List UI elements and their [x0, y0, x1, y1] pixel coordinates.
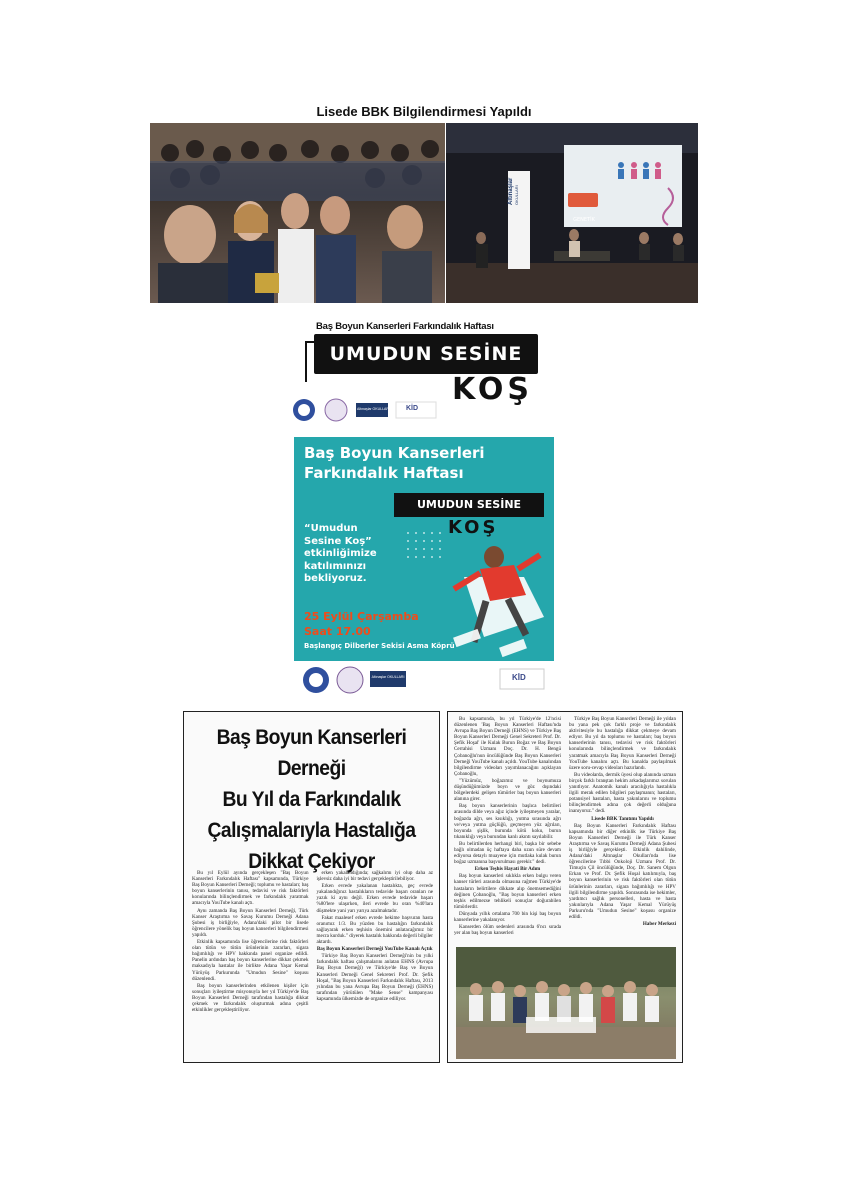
- paragraph: Fakat maalesef erken evrede hekime başvuran hasta oranımız 1/3. Bu yüzden bu hastalığın farkındalık sağlayarak erken teşhisin önemini anlatacağımız bir mecra kurduk." diyerek hastalık hakkında değerli bilgiler aktardı.: [316, 914, 434, 946]
- banner-line1: Altınaşlar: [508, 177, 514, 205]
- campaign-slogan: UMUDUN SESİNE: [314, 334, 538, 374]
- paragraph: Baş boyun kanserlerinin başlıca belirtileri arasında dilde veya ağız içinde iyileşmeyen yaralar, boğazda ağrı, ses kısıklığı, yutma sırasında ağrı ve/veya yutma güçlüğü, geçmeyen yüz ağrıları, boyunda şişlik, burunda kötü koku, burun tıkanıklığı veya burundan kanlı akıntı sayılabilir.: [454, 803, 561, 840]
- article-photo-illustration: [456, 947, 676, 1059]
- byline: Haber Merkezi: [642, 921, 676, 928]
- poster-kos: KOŞ: [448, 517, 499, 538]
- paragraph: erken yakalandığında; sağkalımı iyi olup daha az işlevsiz daha iyi bir tedavi gerçekleştirilebiliyor.: [316, 870, 433, 883]
- poster-title: [304, 443, 485, 483]
- poster-date: 25 Eylül Çarşamba: [304, 610, 419, 623]
- campaign-kos: KOŞ: [452, 372, 534, 407]
- poster-invite-line: katılımınızı: [304, 560, 367, 572]
- poster-invite-line: etkinliğimize: [304, 548, 377, 559]
- paragraph: Türkiye Baş Boyun Kanserleri Derneği ile yıldan bu yana pek çok farklı proje ve farkındalık aktivitesiyle bu hastalığa dikkat çekmeye devam ediyor. Bu yıl da toplumu ve hastaları; baş boyun kanserlerinin tanısı, tedavisi ve risk faktörleri konularında bilinçlendirmek ve farkındalık yaratmak amacıyla Baş Boyun Kanserleri Derneği YouTube kanalını açtı. Bu kanalda paylaşılmak üzere soru-cevap videoları hazırlandı.: [569, 716, 676, 771]
- subheading: Baş Boyun Kanserleri Derneği YouTube Kanalı Açtık: [316, 946, 433, 953]
- poster-time: Saat 17.00: [304, 625, 371, 638]
- paragraph: Etkinlik kapsamında lise öğrencilerine risk faktörleri olan tütün ve tütün ürünlerinin zararları, sigara bağımlılığı ve HPV hakkında panel organize edildi. Panelin ardından baş boyun kanserlerine dikkat çekmek maksadıyla hastalar ile birlikte Adana Yaşar Kemal Yürüyüş Parkurunda "Umudun Sesine" koşusu düzenlendi.: [192, 939, 309, 982]
- article-columns-right: [454, 716, 676, 937]
- poster-venue: Başlangıç Dilberler Sekisi Asma Köprü: [304, 642, 455, 650]
- paragraph: Kanserden ölüm sedenleri arasında 6'ncı sırada yer alan baş boyun kanserleri: [454, 924, 561, 937]
- paragraph: Bu kapsamında, bu yıl Türkiye'de 12'ncisi düzenlenen 'Baş Boyun Kanserleri Haftası'nda Avrupa Baş Boyun Derneği (EHNS) ve Türkiye Baş Boyun Kanserleri Derneği Genel Sekreteri Prof. Dr. Şefik Hoşal' ile Kulak Burun Boğaz ve Baş Boyun Cerrahisi Uzmanı Doç. Dr. H. Bengü Çobanoğlu'nun öncülüğünde Baş Boyun Kanserleri Derneği YouTube kanalı açıldı. YouTube kanalından bilgilendirme videoları yayımlanacağını açıklayan Çobanoğlu,: [454, 716, 561, 777]
- article-column: [317, 870, 434, 1058]
- paragraph: Bu videolarda, dermik üyesi olup alanında uzman birçok farklı branştan hekim arkadaşlarımız sorulan yanıtlıyor. Anatomik kanalı aracılığıyla hastalıkla ilgili merak edilen bilgileri paylaşmanın; hastaları, potansiyel hastaları, hasta yakınlarını ve toplumu bilinçlendirmek adına çok değerli olduğuna inanıyoruz." dedi.: [569, 771, 676, 815]
- event-poster: [294, 437, 554, 699]
- paragraph: Erken evrede yakalanan hastalıkta, geç evrede yakalandığınız hastalıkların tedavide başarı oranları ne yazık ki aynı değil. Erken evrede tedavide başarı %80'lere ulaşırken, ileri evrede bu oran %40'lara düşmekte yani yarı yarıya azalmaktadır.: [316, 883, 433, 914]
- poster-title-line1: Baş Boyun Kanserleri: [304, 444, 485, 462]
- poster-slogan: UMUDUN SESİNE: [394, 493, 544, 517]
- auditorium-photo-illustration: [446, 123, 698, 303]
- article-column: [454, 716, 561, 937]
- paragraph: Dünyada yıllık ortalama 700 bin kişi baş boyun kanserlerine yakalanıyor.: [454, 910, 561, 923]
- poster-logo-school: Altınaşlar OKULLARI: [371, 675, 405, 679]
- paragraph: Bu yıl Eylül ayında gerçekleşen "Baş Boyun Kanserleri Farkındalık Haftası" kapsamında, Türkiye Baş Boyun Kanserleri Derneği; toplumu ve hastaları; baş boyun kanserlerinin tanısı, tedavisi ve risk faktörleri konularında bilinçlendirmek ve farkındalık yaratmak amacıyla YouTube kanalı açtı.: [192, 870, 309, 907]
- paragraph: "Yüzümüz, boğazımız ve boynumuza düşündüğümüzde boyn ve göz dışındaki bölgelerdeki gelişen tümörler baş boyun kanserleri alanına girer.: [454, 777, 561, 803]
- paragraph: Bu belirtilerden herhangi biri, başka bir sebebe bağlı olmadan üç haftaya daha uzun süre devam ediyorsa detaylı muayene için mutlaka kulak burun boğaz uzmanına başvurulması gerekir." dedi.: [454, 840, 561, 866]
- paragraph: Baş boyun kanserleri sıklıkla erken bulgu veren kanser türleri arasında olmasına rağmen Türkiye'de hastaların belirtilere dikkate alıp önemsemediğini değinen Çobanoğlu, "Baş boyun kanserleri erken teşhis edilmezse tehlikeli sonuçlar doğurabilen tümörlerdir.: [454, 873, 561, 910]
- campaign-subtitle: Baş Boyun Kanserleri Farkındalık Haftası: [316, 321, 494, 332]
- article-column: [569, 716, 676, 932]
- subheading: Erken Teşhis Hayati Bir Adım: [474, 866, 541, 873]
- poster-invite-line: bekliyoruz.: [304, 573, 367, 584]
- banner-line2: OKULLARI: [514, 185, 519, 205]
- paragraph: Türkiye Baş Boyun Kanserleri Derneği'nin bu yılki farkındalık haftası çalışmalarını anlatan EHNS (Avrupa Baş Boyun Derneği) ve Türkiye'de Baş ve Boyun Kanserleri Derneği Genel Sekreteri Prof. Dr. Şefik Hoşal, "Baş Boyun Kanserleri Farkındalık Haftası, 2013 yılından bu yana Avrupa Baş Boyun Derneği (EHNS) tarafından yürütülen "Make Sense" kampanyası kapsamında ülkemizde de organize ediliyor.: [316, 953, 433, 1002]
- poster-invite-line: “Umudun: [304, 523, 358, 534]
- poster-invite-line: Sesine Koş”: [304, 535, 372, 547]
- article-headline: [194, 712, 429, 877]
- paragraph: Baş boyun kanserlerinden etkilenen kişiler için sonuçları iyileştirme misyonuyla her yıl Türkiye'de Baş Boyun Kanserleri Derneği tarafından hastalığa dikkat çekmek ve farkındalık oluşturmak adına çeşitli etkinlikler gerçekleştiriliyor.: [192, 982, 309, 1014]
- auditorium-photo: [446, 123, 698, 303]
- group-photo: [150, 123, 445, 303]
- slide-label: GENETİK: [573, 217, 595, 223]
- article-columns-left: [192, 870, 433, 1058]
- headline-line: Dikkat Çekiyor: [248, 850, 375, 873]
- paragraph: Aynı zamanda Baş Boyun Kanserleri Derneği, Türk Kanser Araştırma ve Savaş Kurumu Derneği Adana Şubesi iş birliğiyle, Adana'daki pilot bir lisede öğrencilere yönelik baş boyun kanserleri bilgilendirmesi yapıldı.: [192, 907, 309, 938]
- headline-line: Bu Yıl da Farkındalık: [222, 788, 401, 811]
- campaign-logo-row: [292, 398, 442, 422]
- campaign-logo-kid: KİD: [406, 405, 419, 412]
- poster-logo-kid: KİD: [512, 673, 526, 682]
- campaign-logo-school: Altınaşlar OKULLARI: [357, 407, 390, 411]
- group-photo-illustration: [150, 123, 445, 303]
- poster-logo-strip: [294, 661, 554, 699]
- article-column: [192, 870, 309, 1058]
- page-title: Lisede BBK Bilgilendirmesi Yapıldı: [316, 104, 532, 119]
- headline-line: Çalışmalarıyla Hastalığa: [207, 819, 416, 842]
- campaign-header: [290, 318, 560, 418]
- subheading: Lisede BBK Tanıtımı Yapıldı: [591, 815, 654, 822]
- article-photo: [456, 947, 676, 1059]
- poster-datetime: [304, 609, 419, 639]
- paragraph: Baş Boyun Kanserleri Farkındalık Haftası kapsamında bir diğer etkinlik ise Türkiye Baş Boyun Kanserleri Derneği ile Türk Kanser Araştırma ve Savaş Kurumu Derneği Adana Şubesi iş birliğiyle gerçekleşti. Etkinlik dahilinde, Adana'daki Altınaşlar Okulları'nda lise öğrencilerine Tıbbi Onkoloji Uzmanı Prof. Dr. Timuçin Çil öncülüğünde, Doç. Dr. Sanem Olgun Erkan ve Prof. Dr. Şefik Hoşal katılımıyla, baş boyun kanserlerinin ve risk faktörleri olan tütün ürünlerinin zararları, sigara bağımlılığı ve HPV ilgili bilgilendirme yapıldı. Sonrasında ise hekimler, yardımcı sağlık personelleri, hasta ve hasta yakınlarıyla Adana Yaşar Kemal Yürüyüş Parkuru'nda "Umudun Sesine" koşusu organize edildi.: [569, 822, 676, 920]
- poster-invite: [304, 523, 404, 586]
- headline-line: Baş Boyun Kanserleri Derneği: [216, 726, 407, 780]
- poster-title-line2: Farkındalık Haftası: [304, 464, 464, 482]
- newspaper-clipping-right: [447, 711, 683, 1063]
- newspaper-clipping-left: [183, 711, 440, 1063]
